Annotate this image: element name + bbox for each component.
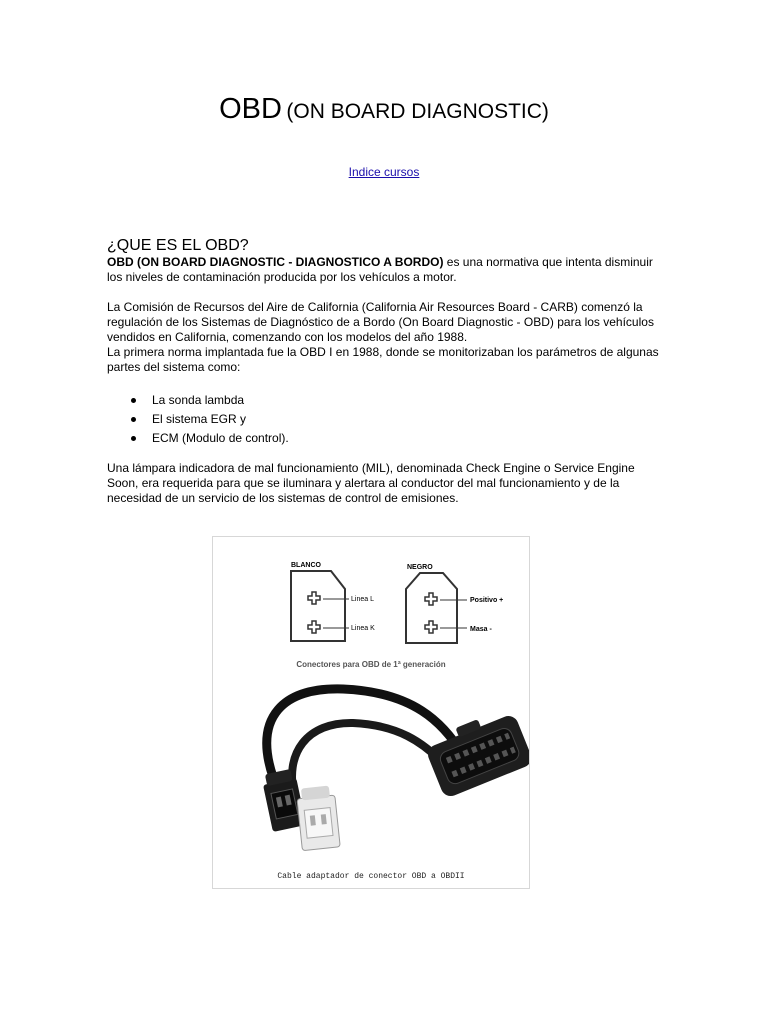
label-white: BLANCO bbox=[291, 562, 321, 569]
adapter-cable-image bbox=[261, 689, 529, 851]
intro-bold: OBD (ON BOARD DIAGNOSTIC - DIAGNOSTICO A BORDO) bbox=[107, 255, 444, 269]
title-main: OBD bbox=[219, 93, 282, 125]
list-item: ECM (Modulo de control). bbox=[107, 429, 667, 448]
monitored-parts-list bbox=[107, 391, 667, 448]
pin-mass-label: Masa - bbox=[470, 626, 492, 633]
white-connector-outline bbox=[291, 571, 345, 641]
caption-bottom: Cable adaptador de conector OBD a OBDII bbox=[277, 872, 465, 881]
pin-l-label: Linea L bbox=[351, 596, 374, 603]
plus-icon bbox=[308, 621, 320, 633]
mil-paragraph: Una lámpara indicadora de mal funcionamiento (MIL), denominada Check Engine o Service Engine Soon, era requerida para que se iluminara y alertara al conductor del mal funcionamiento y de la necesidad de un servicio de los sistemas de control de emisiones. bbox=[107, 461, 635, 505]
intro-paragraph bbox=[107, 255, 667, 285]
pin-pos-label: Positivo + bbox=[470, 597, 504, 604]
index-link-row bbox=[0, 165, 768, 179]
title-sub: (ON BOARD DIAGNOSTIC) bbox=[286, 100, 549, 123]
caption-top: Conectores para OBD de 1ª generación bbox=[296, 660, 446, 669]
carb-paragraph: La Comisión de Recursos del Aire de California (California Air Resources Board - CARB) comenzó la regulación de los Sistemas de Diagnóstico de a Bordo (On Board Diagnostic - OBD) para los vehículos vendidos en California, comenzando con los modelos del año 1988. bbox=[107, 300, 654, 344]
pin-k-label: Linea K bbox=[351, 625, 375, 632]
list-item: La sonda lambda bbox=[107, 391, 667, 410]
section-heading: ¿QUE ES EL OBD? bbox=[107, 237, 249, 254]
plus-icon bbox=[425, 593, 437, 605]
plus-icon bbox=[425, 621, 437, 633]
index-courses-link[interactable]: Indice cursos bbox=[348, 165, 420, 179]
plus-icon bbox=[308, 592, 320, 604]
connector-illustration bbox=[213, 537, 529, 888]
label-black: NEGRO bbox=[407, 564, 433, 571]
obd1-paragraph: La primera norma implantada fue la OBD I en 1988, donde se monitorizaban los parámetros de algunas partes del sistema como: bbox=[107, 345, 659, 374]
obd-connector-figure bbox=[212, 536, 530, 889]
page-title bbox=[0, 93, 768, 126]
list-item: El sistema EGR y bbox=[107, 410, 667, 429]
intro-rest: es una normativa que intenta disminuir los niveles de contaminación producida por los vehículos a motor. bbox=[107, 255, 653, 284]
article-body bbox=[107, 236, 667, 506]
